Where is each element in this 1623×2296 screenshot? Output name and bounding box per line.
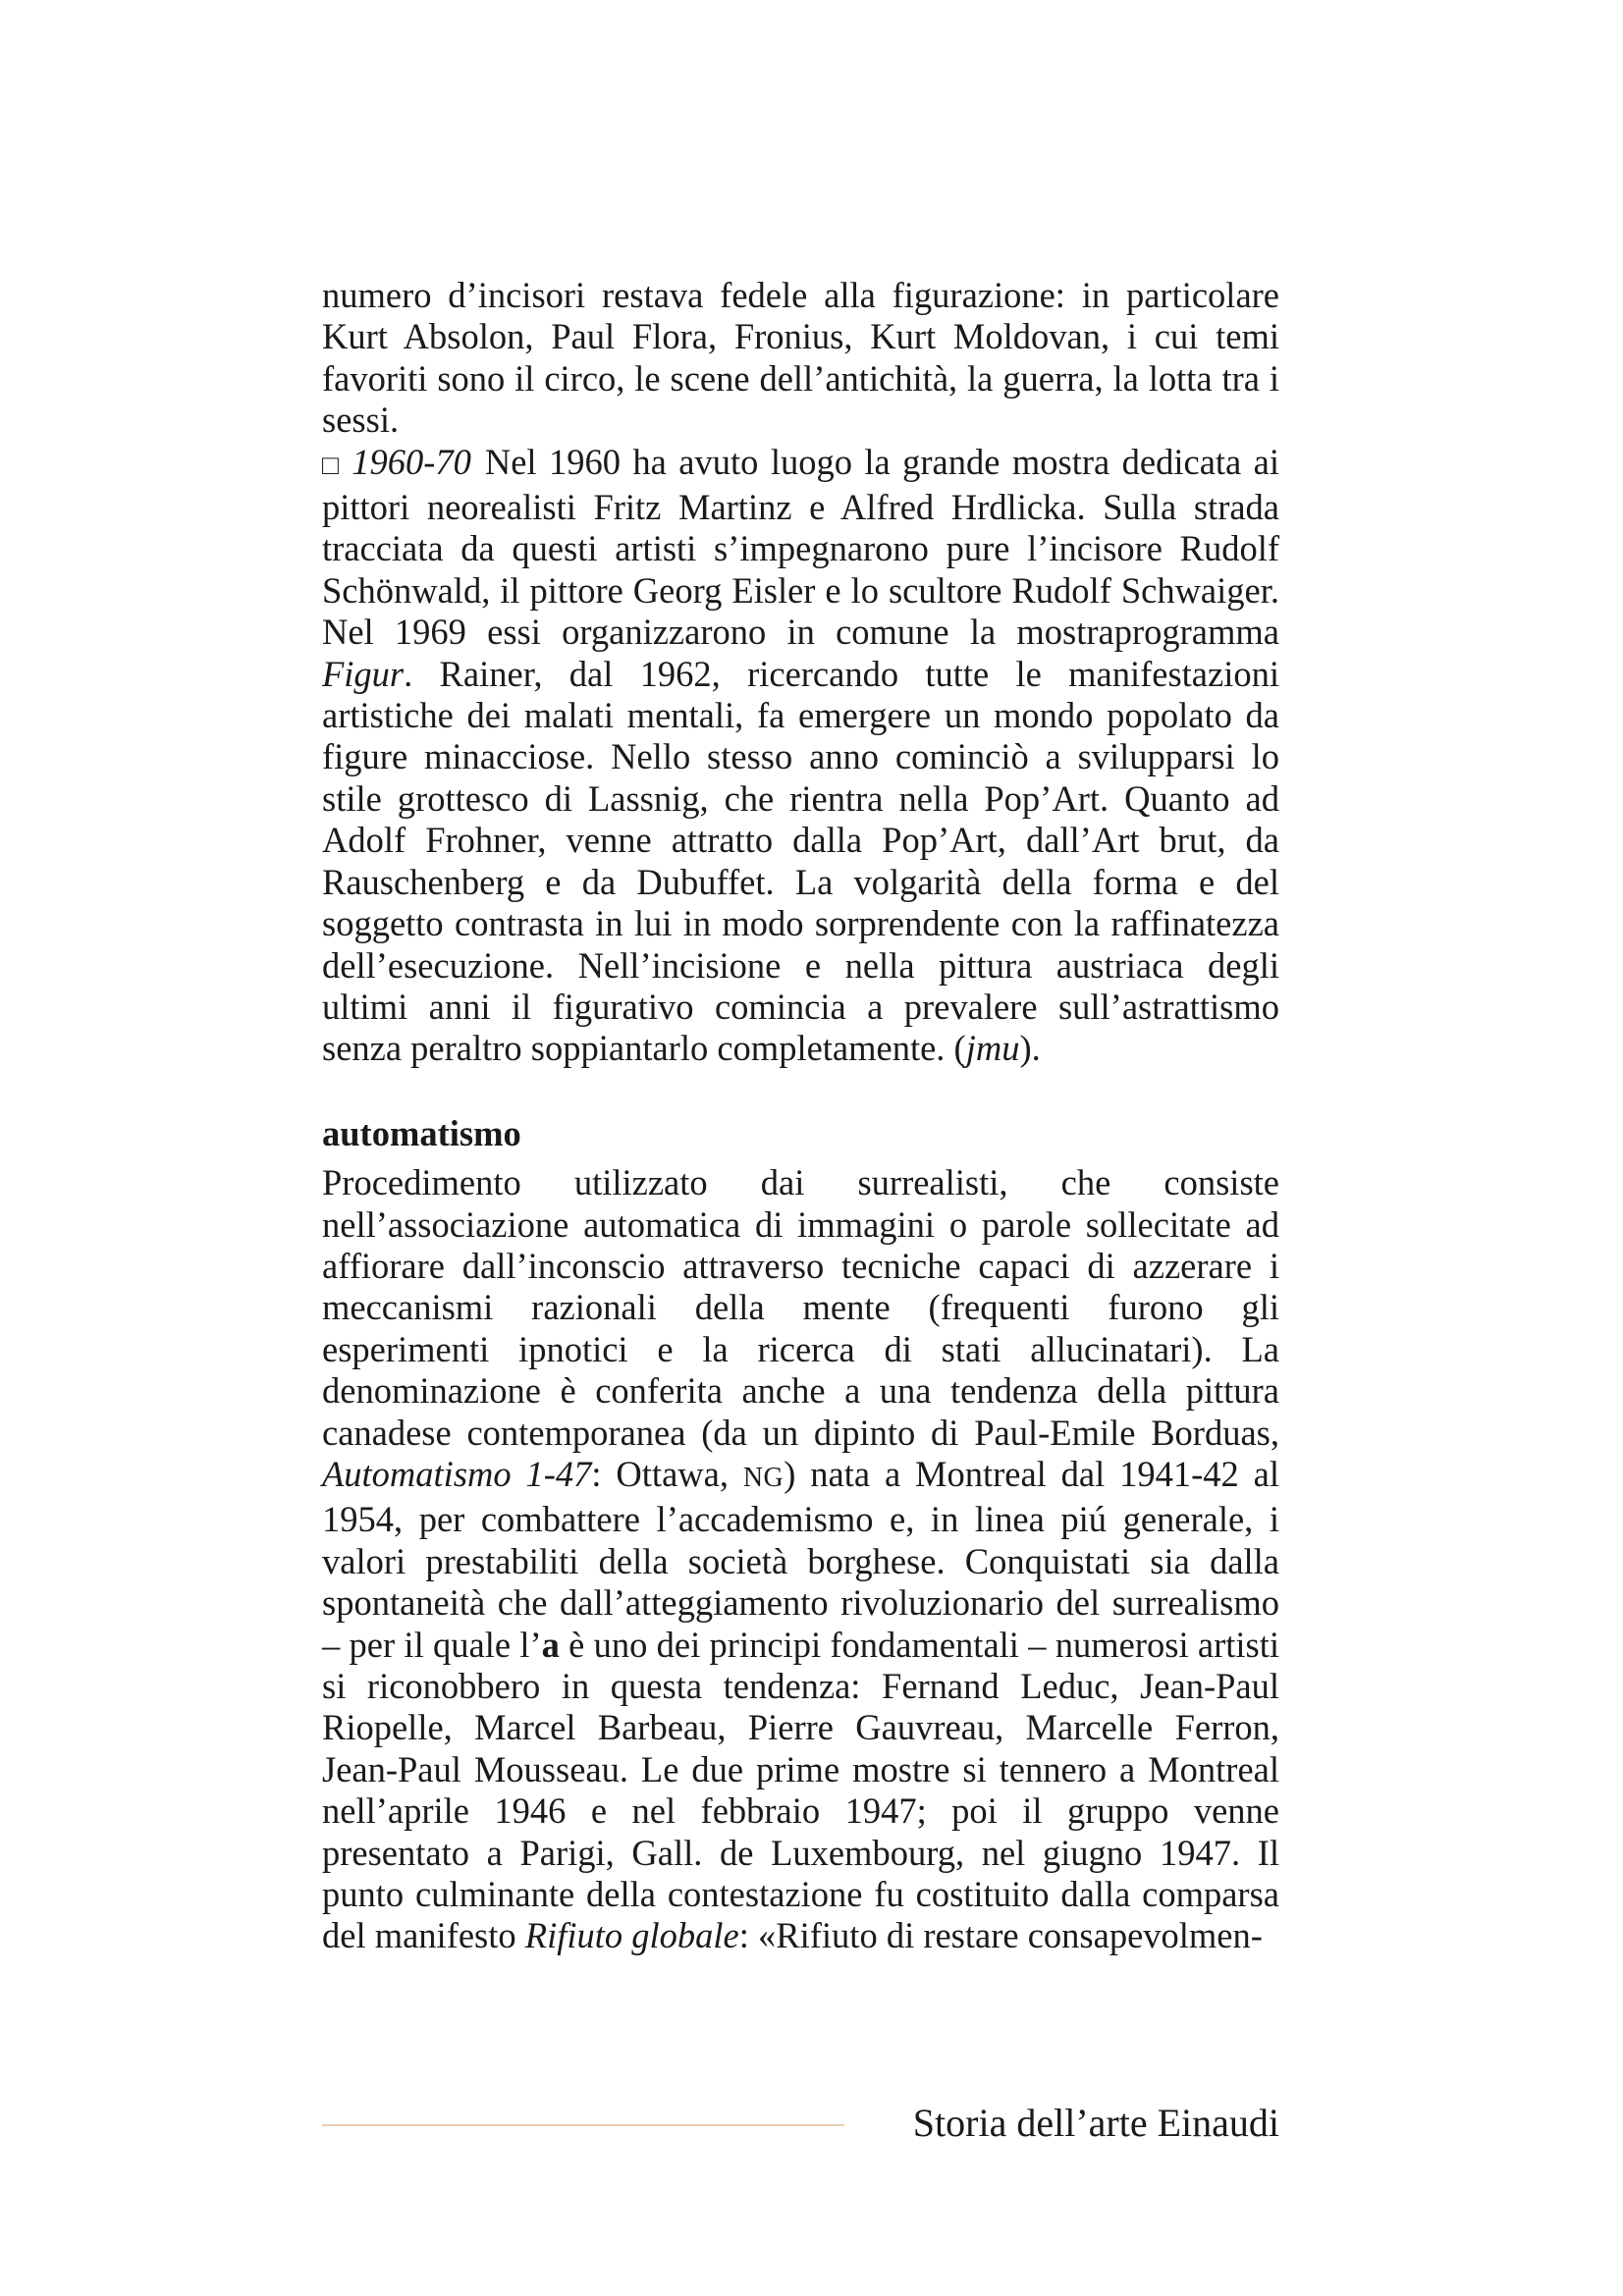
paragraph-text: Procedimento utilizzato dai surrealisti, che consiste nell’associazione automatica di immagini o parole sollecitate ad affiorare dall’inconscio attraverso tecniche capaci di azzerare i meccanismi razionali della mente (frequenti furono gli esperimenti ipnotici e la ricerca di stati allucinatari). La denominazione è conferita anche a una tendenza della pittura canadese contemporanea (da un dipinto di Paul-Emile Borduas, xyxy=(322,1162,1279,1453)
bold-abbrev: a xyxy=(541,1624,560,1665)
author-initials: jmu xyxy=(965,1028,1020,1069)
square-bullet-icon: □ xyxy=(322,450,343,481)
period-label: 1960-70 xyxy=(352,441,471,482)
paragraph-text: è uno dei principi fondamentali – numerosi artisti si riconobbero in questa tendenza: Fernand Leduc, Jean-Paul Riopelle, Marcel Barbeau, Pierre Gauvreau, Marcelle Ferron, Jean-Paul Mousseau. Le due prime mostre si tennero a Montreal nell’aprile 1946 e nel febbraio 1947; poi il gruppo venne presentato a Parigi, Gall. de Luxembourg, nel giugno 1947. Il punto culminante della contestazione fu costituito dalla comparsa del manifesto xyxy=(322,1624,1279,1956)
paragraph-text: ) nata a Montreal dal 1941-42 al 1954, per combattere l’accademismo e, in linea piú generale, i valori prestabiliti della società borghese. Conquistati sia dalla spontaneità che dall’atteggiamento rivoluzionario del surrealismo – per il quale l’ xyxy=(322,1453,1280,1665)
collection-abbrev: NG xyxy=(742,1462,784,1493)
paragraph-1960-70 xyxy=(322,442,1279,1070)
footer-title: Storia dell’arte Einaudi xyxy=(912,2101,1279,2145)
paragraph-text: Nel 1960 ha avuto luogo la grande mostra dedicata ai pittori neorealisti Fritz Martinz e Alfred Hrdlicka. Sulla strada tracciata da questi artisti s’impegnarono pure l’incisore Rudolf Schönwald, il pittore Georg Eisler e lo scultore Rudolf Schwaiger. Nel 1969 essi organizzarono in comune la mostraprogramma xyxy=(322,441,1279,653)
paragraph-text: numero d’incisori restava fedele alla figurazione: in particolare Kurt Absolon, Paul Flora, Fronius, Kurt Moldovan, i cui temi favoriti sono il circo, le scene dell’antichità, la guerra, la lotta tra i sessi. xyxy=(322,275,1279,441)
italic-title: Rifiuto globale xyxy=(524,1915,739,1956)
footer-rule xyxy=(322,2124,844,2126)
paragraph-text: . Rainer, dal 1962, ricercando tutte le manifestazioni artistiche dei malati mentali, fa emergere un mondo popolato da figure minacciose. Nello stesso anno cominciò a svilupparsi lo stile grottesco di Lassnig, che rientra nella Pop’Art. Quanto ad Adolf Frohner, venne attratto dalla Pop’Art, dall’Art brut, da Rauschenberg e da Dubuffet. La volgarità della forma e del soggetto contrasta in lui in modo sorprendente con la raffinatezza dell’esecuzione. Nell’incisione e nella pittura austriaca degli ultimi anni il figurativo comincia a prevalere sull’astrattismo senza peraltro soppiantarlo completamente. ( xyxy=(322,653,1279,1069)
page-footer xyxy=(322,2099,1279,2158)
paragraph-text: : Ottawa, xyxy=(591,1453,743,1494)
paragraph-text: ). xyxy=(1019,1028,1041,1069)
entry-body xyxy=(322,1162,1279,1957)
paragraph-text: : «Rifiuto di restare consapevolmen- xyxy=(738,1915,1263,1956)
italic-title: Figur xyxy=(322,653,405,694)
page-body xyxy=(322,275,1279,1957)
entry-heading: automatismo xyxy=(322,1112,521,1153)
italic-title: Automatismo 1-47 xyxy=(322,1453,592,1494)
paragraph-continuation xyxy=(322,275,1279,442)
